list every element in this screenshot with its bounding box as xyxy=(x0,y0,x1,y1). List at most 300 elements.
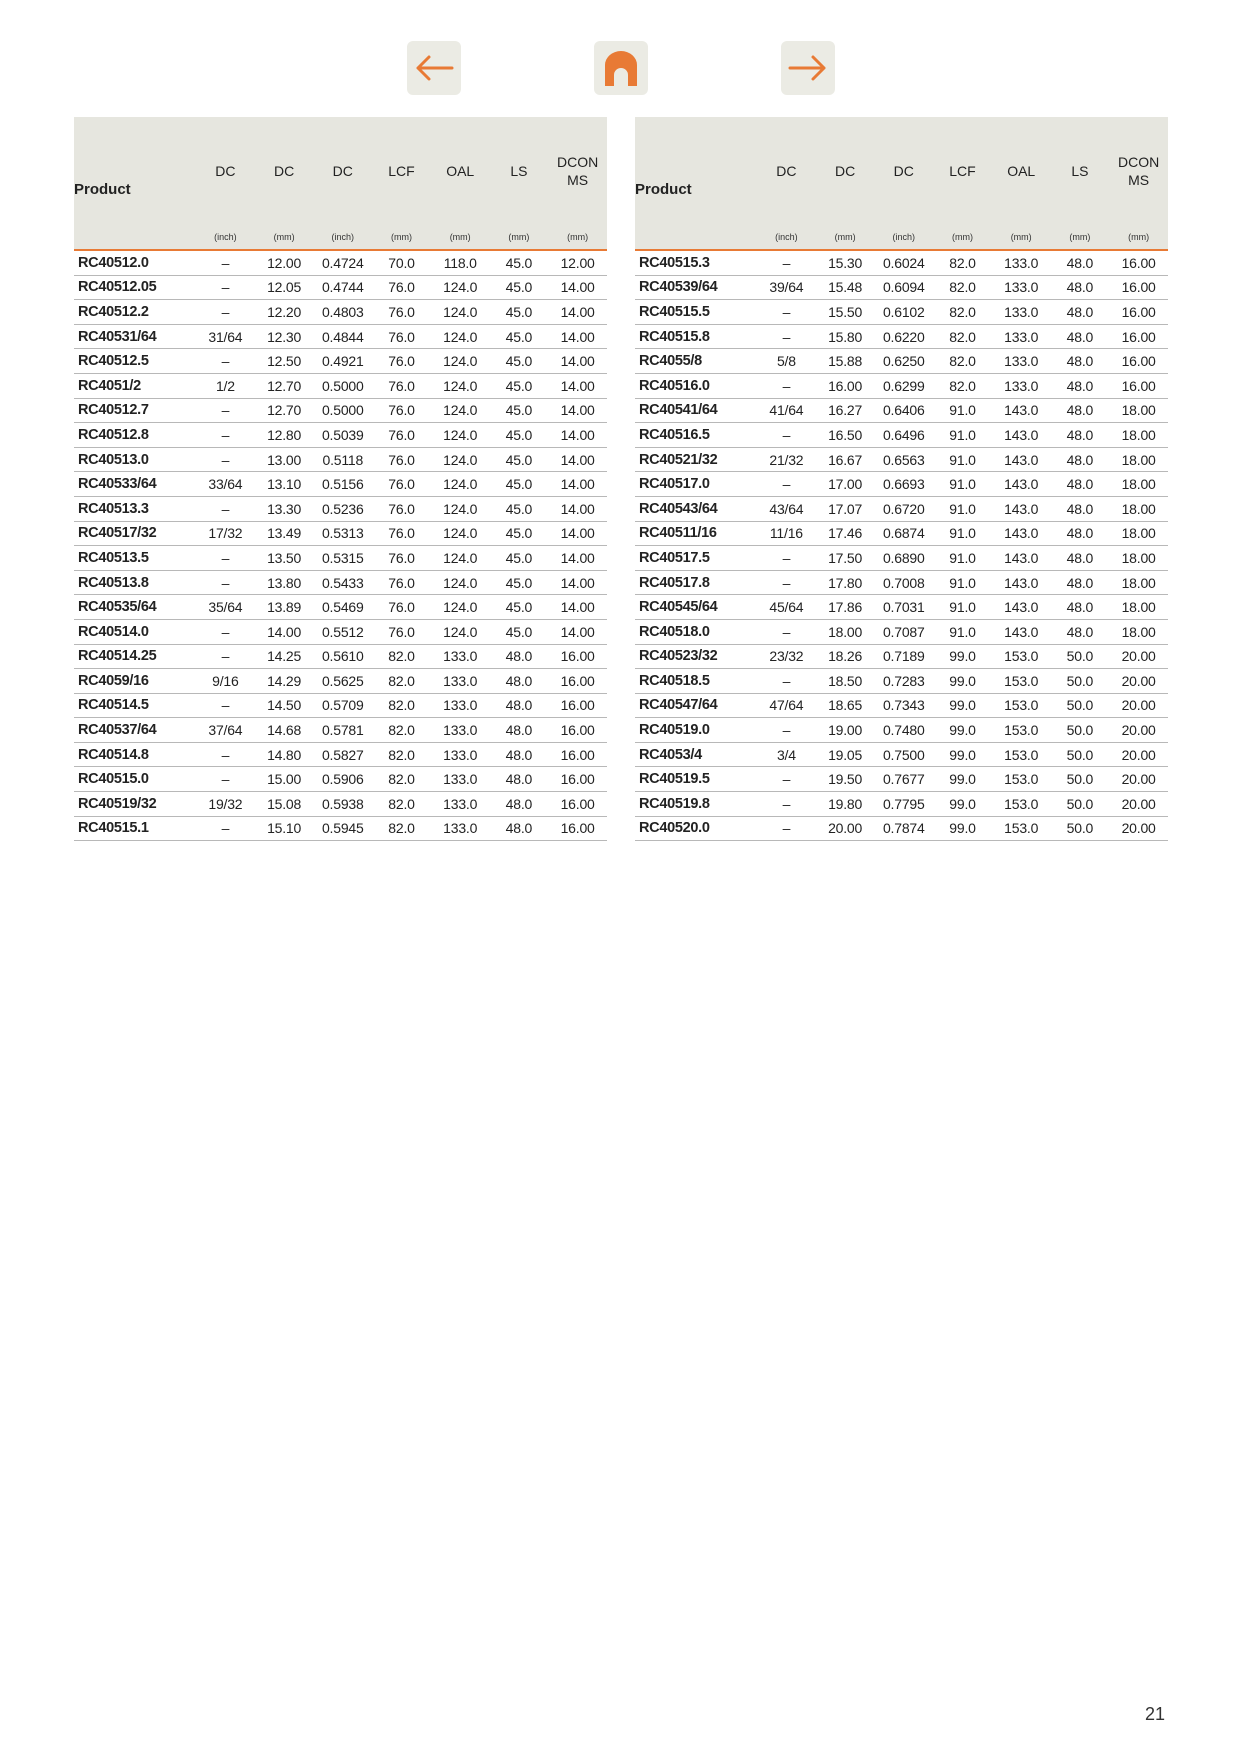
value-cell: 16.00 xyxy=(548,767,607,792)
value-cell: – xyxy=(757,423,816,448)
table-row xyxy=(635,373,1168,398)
value-cell: 0.7283 xyxy=(874,669,933,694)
value-cell: 133.0 xyxy=(992,250,1051,275)
value-cell: 14.00 xyxy=(548,570,607,595)
value-cell: 13.49 xyxy=(255,521,314,546)
table-row xyxy=(74,669,607,694)
value-cell: 0.7189 xyxy=(874,644,933,669)
home-button[interactable] xyxy=(594,41,648,95)
value-cell: 15.88 xyxy=(816,349,875,374)
value-cell: 133.0 xyxy=(431,742,490,767)
value-cell: 0.5512 xyxy=(313,619,372,644)
previous-page-button[interactable] xyxy=(407,41,461,95)
product-table-right xyxy=(635,117,1168,841)
table-row xyxy=(635,644,1168,669)
value-cell: 12.70 xyxy=(255,373,314,398)
value-cell: 82.0 xyxy=(372,816,431,841)
column-header: DC xyxy=(874,117,933,225)
product-code-cell: RC40539/64 xyxy=(635,275,757,300)
value-cell: – xyxy=(196,447,255,472)
value-cell: 16.00 xyxy=(1109,373,1168,398)
value-cell: 82.0 xyxy=(372,693,431,718)
table-row xyxy=(74,373,607,398)
value-cell: 14.00 xyxy=(548,300,607,325)
value-cell: 133.0 xyxy=(992,373,1051,398)
unit-label: (mm) xyxy=(548,225,607,250)
value-cell: 14.00 xyxy=(548,398,607,423)
value-cell: 0.4921 xyxy=(313,349,372,374)
unit-label: (mm) xyxy=(490,225,549,250)
value-cell: 47/64 xyxy=(757,693,816,718)
product-code-cell: RC40518.0 xyxy=(635,619,757,644)
value-cell: 12.30 xyxy=(255,324,314,349)
product-code-cell: RC40537/64 xyxy=(74,718,196,743)
value-cell: 0.7677 xyxy=(874,767,933,792)
value-cell: 0.5709 xyxy=(313,693,372,718)
table-row xyxy=(635,423,1168,448)
value-cell: 45.0 xyxy=(490,546,549,571)
table-row xyxy=(74,816,607,841)
value-cell: 82.0 xyxy=(372,742,431,767)
value-cell: 0.5433 xyxy=(313,570,372,595)
value-cell: 33/64 xyxy=(196,472,255,497)
value-cell: 18.65 xyxy=(816,693,875,718)
value-cell: 23/32 xyxy=(757,644,816,669)
value-cell: 0.5118 xyxy=(313,447,372,472)
value-cell: 0.5315 xyxy=(313,546,372,571)
value-cell: 43/64 xyxy=(757,496,816,521)
product-code-cell: RC40514.8 xyxy=(74,742,196,767)
value-cell: 17.07 xyxy=(816,496,875,521)
value-cell: 14.00 xyxy=(548,373,607,398)
product-code-cell: RC40517.8 xyxy=(635,570,757,595)
product-code-cell: RC40545/64 xyxy=(635,595,757,620)
product-code-cell: RC40519/32 xyxy=(74,792,196,817)
value-cell: 48.0 xyxy=(1051,496,1110,521)
unit-label: (mm) xyxy=(992,225,1051,250)
value-cell: 18.00 xyxy=(1109,595,1168,620)
value-cell: 15.80 xyxy=(816,324,875,349)
value-cell: – xyxy=(196,275,255,300)
value-cell: – xyxy=(757,570,816,595)
value-cell: 0.7874 xyxy=(874,816,933,841)
table-row xyxy=(635,447,1168,472)
table-row xyxy=(635,546,1168,571)
value-cell: 153.0 xyxy=(992,669,1051,694)
value-cell: 18.50 xyxy=(816,669,875,694)
value-cell: 16.00 xyxy=(1109,349,1168,374)
value-cell: – xyxy=(757,767,816,792)
value-cell: 18.00 xyxy=(1109,423,1168,448)
value-cell: 48.0 xyxy=(1051,250,1110,275)
product-code-cell: RC40531/64 xyxy=(74,324,196,349)
value-cell: 50.0 xyxy=(1051,669,1110,694)
product-code-cell: RC40547/64 xyxy=(635,693,757,718)
value-cell: 14.25 xyxy=(255,644,314,669)
value-cell: 99.0 xyxy=(933,669,992,694)
value-cell: 48.0 xyxy=(1051,349,1110,374)
value-cell: 50.0 xyxy=(1051,767,1110,792)
table-row xyxy=(74,398,607,423)
value-cell: 0.7343 xyxy=(874,693,933,718)
value-cell: 0.5236 xyxy=(313,496,372,521)
value-cell: 0.7480 xyxy=(874,718,933,743)
value-cell: 82.0 xyxy=(933,349,992,374)
product-code-cell: RC40515.0 xyxy=(74,767,196,792)
value-cell: 17.46 xyxy=(816,521,875,546)
value-cell: 18.00 xyxy=(1109,521,1168,546)
table-row xyxy=(74,349,607,374)
table-row xyxy=(74,423,607,448)
value-cell: – xyxy=(757,250,816,275)
table-row xyxy=(635,693,1168,718)
value-cell: – xyxy=(196,250,255,275)
unit-label xyxy=(74,225,196,250)
value-cell: 48.0 xyxy=(1051,324,1110,349)
table-row xyxy=(635,496,1168,521)
value-cell: 0.6563 xyxy=(874,447,933,472)
value-cell: 50.0 xyxy=(1051,792,1110,817)
value-cell: 0.6874 xyxy=(874,521,933,546)
value-cell: 45/64 xyxy=(757,595,816,620)
value-cell: 48.0 xyxy=(490,792,549,817)
value-cell: 18.00 xyxy=(1109,398,1168,423)
value-cell: – xyxy=(196,644,255,669)
product-code-cell: RC40518.5 xyxy=(635,669,757,694)
value-cell: 16.00 xyxy=(548,644,607,669)
product-code-cell: RC40511/16 xyxy=(635,521,757,546)
value-cell: 45.0 xyxy=(490,275,549,300)
product-table-left xyxy=(74,117,607,841)
value-cell: 17.86 xyxy=(816,595,875,620)
product-code-cell: RC40517.5 xyxy=(635,546,757,571)
unit-label: (mm) xyxy=(431,225,490,250)
value-cell: 9/16 xyxy=(196,669,255,694)
value-cell: 15.48 xyxy=(816,275,875,300)
value-cell: 50.0 xyxy=(1051,742,1110,767)
value-cell: 0.4803 xyxy=(313,300,372,325)
value-cell: 48.0 xyxy=(1051,619,1110,644)
product-code-cell: RC40533/64 xyxy=(74,472,196,497)
value-cell: 133.0 xyxy=(431,792,490,817)
column-header: OAL xyxy=(992,117,1051,225)
value-cell: 0.4844 xyxy=(313,324,372,349)
table-row xyxy=(635,398,1168,423)
table-header-row xyxy=(74,117,607,225)
unit-label: (inch) xyxy=(874,225,933,250)
product-code-cell: RC40535/64 xyxy=(74,595,196,620)
value-cell: 76.0 xyxy=(372,619,431,644)
value-cell: 76.0 xyxy=(372,546,431,571)
value-cell: 82.0 xyxy=(372,792,431,817)
product-code-cell: RC4055/8 xyxy=(635,349,757,374)
value-cell: 18.00 xyxy=(1109,447,1168,472)
product-code-cell: RC4053/4 xyxy=(635,742,757,767)
value-cell: 20.00 xyxy=(816,816,875,841)
value-cell: 82.0 xyxy=(933,275,992,300)
value-cell: 133.0 xyxy=(431,693,490,718)
value-cell: 16.00 xyxy=(1109,300,1168,325)
table-row xyxy=(635,619,1168,644)
value-cell: 50.0 xyxy=(1051,644,1110,669)
table-row xyxy=(74,496,607,521)
table-unit-row xyxy=(74,225,607,250)
value-cell: 48.0 xyxy=(490,767,549,792)
value-cell: – xyxy=(196,742,255,767)
column-header: DC xyxy=(313,117,372,225)
value-cell: – xyxy=(757,472,816,497)
table-row xyxy=(74,250,607,275)
value-cell: 35/64 xyxy=(196,595,255,620)
value-cell: 48.0 xyxy=(1051,546,1110,571)
value-cell: 133.0 xyxy=(431,669,490,694)
column-header: OAL xyxy=(431,117,490,225)
product-code-cell: RC40519.0 xyxy=(635,718,757,743)
table-row xyxy=(74,275,607,300)
value-cell: 18.00 xyxy=(1109,546,1168,571)
table-row xyxy=(635,472,1168,497)
table-row xyxy=(635,275,1168,300)
value-cell: 76.0 xyxy=(372,521,431,546)
value-cell: 18.00 xyxy=(1109,570,1168,595)
table-row xyxy=(635,742,1168,767)
table-row xyxy=(635,324,1168,349)
value-cell: – xyxy=(196,349,255,374)
value-cell: 76.0 xyxy=(372,423,431,448)
value-cell: 48.0 xyxy=(1051,398,1110,423)
value-cell: 16.00 xyxy=(548,742,607,767)
table-row xyxy=(74,644,607,669)
value-cell: 3/4 xyxy=(757,742,816,767)
value-cell: 14.00 xyxy=(548,423,607,448)
value-cell: 0.6220 xyxy=(874,324,933,349)
value-cell: 45.0 xyxy=(490,300,549,325)
unit-label: (inch) xyxy=(313,225,372,250)
value-cell: 153.0 xyxy=(992,742,1051,767)
table-row xyxy=(74,521,607,546)
value-cell: 45.0 xyxy=(490,521,549,546)
value-cell: 16.00 xyxy=(1109,275,1168,300)
table-row xyxy=(74,693,607,718)
product-code-cell: RC40515.8 xyxy=(635,324,757,349)
table-row xyxy=(635,816,1168,841)
value-cell: 15.50 xyxy=(816,300,875,325)
value-cell: – xyxy=(196,546,255,571)
value-cell: 48.0 xyxy=(1051,373,1110,398)
value-cell: 0.7087 xyxy=(874,619,933,644)
value-cell: 45.0 xyxy=(490,472,549,497)
value-cell: 124.0 xyxy=(431,472,490,497)
value-cell: 82.0 xyxy=(372,644,431,669)
product-code-cell: RC40512.2 xyxy=(74,300,196,325)
value-cell: 124.0 xyxy=(431,423,490,448)
value-cell: 0.7500 xyxy=(874,742,933,767)
table-row xyxy=(74,546,607,571)
value-cell: 91.0 xyxy=(933,570,992,595)
product-code-cell: RC40543/64 xyxy=(635,496,757,521)
value-cell: 124.0 xyxy=(431,546,490,571)
value-cell: 31/64 xyxy=(196,324,255,349)
value-cell: 39/64 xyxy=(757,275,816,300)
column-header-product: Product xyxy=(635,117,757,225)
value-cell: 124.0 xyxy=(431,349,490,374)
value-cell: 124.0 xyxy=(431,447,490,472)
value-cell: 143.0 xyxy=(992,595,1051,620)
value-cell: 16.27 xyxy=(816,398,875,423)
arrow-left-icon xyxy=(414,54,454,82)
value-cell: 12.80 xyxy=(255,423,314,448)
unit-label: (mm) xyxy=(255,225,314,250)
value-cell: 133.0 xyxy=(992,300,1051,325)
value-cell: 14.00 xyxy=(548,619,607,644)
value-cell: 0.5000 xyxy=(313,398,372,423)
value-cell: 0.6250 xyxy=(874,349,933,374)
column-header: LCF xyxy=(372,117,431,225)
product-code-cell: RC40515.1 xyxy=(74,816,196,841)
value-cell: 20.00 xyxy=(1109,669,1168,694)
value-cell: 45.0 xyxy=(490,373,549,398)
value-cell: 48.0 xyxy=(490,644,549,669)
column-header: DC xyxy=(757,117,816,225)
value-cell: 18.00 xyxy=(1109,496,1168,521)
value-cell: 13.50 xyxy=(255,546,314,571)
table-row xyxy=(635,595,1168,620)
value-cell: 99.0 xyxy=(933,816,992,841)
value-cell: 124.0 xyxy=(431,373,490,398)
value-cell: 18.00 xyxy=(1109,472,1168,497)
value-cell: 76.0 xyxy=(372,398,431,423)
table-row xyxy=(74,718,607,743)
value-cell: 0.5610 xyxy=(313,644,372,669)
value-cell: 0.6496 xyxy=(874,423,933,448)
value-cell: – xyxy=(757,669,816,694)
table-row xyxy=(74,595,607,620)
column-header: DCON MS xyxy=(1109,117,1168,225)
value-cell: – xyxy=(196,570,255,595)
value-cell: 19.00 xyxy=(816,718,875,743)
value-cell: 82.0 xyxy=(372,669,431,694)
value-cell: 19.05 xyxy=(816,742,875,767)
value-cell: 82.0 xyxy=(372,767,431,792)
value-cell: 14.00 xyxy=(255,619,314,644)
value-cell: – xyxy=(196,693,255,718)
table-row xyxy=(74,570,607,595)
product-code-cell: RC40517.0 xyxy=(635,472,757,497)
table-row xyxy=(74,472,607,497)
value-cell: 0.6102 xyxy=(874,300,933,325)
value-cell: 20.00 xyxy=(1109,693,1168,718)
table-row xyxy=(74,324,607,349)
table-row xyxy=(74,447,607,472)
product-code-cell: RC40519.5 xyxy=(635,767,757,792)
value-cell: – xyxy=(757,300,816,325)
value-cell: 16.00 xyxy=(1109,250,1168,275)
table-row xyxy=(635,300,1168,325)
value-cell: 12.00 xyxy=(548,250,607,275)
column-header: DCON MS xyxy=(548,117,607,225)
value-cell: 14.00 xyxy=(548,275,607,300)
value-cell: – xyxy=(757,324,816,349)
value-cell: 19.80 xyxy=(816,792,875,817)
value-cell: 143.0 xyxy=(992,398,1051,423)
value-cell: 48.0 xyxy=(1051,595,1110,620)
value-cell: 82.0 xyxy=(933,373,992,398)
value-cell: 11/16 xyxy=(757,521,816,546)
unit-label: (mm) xyxy=(1109,225,1168,250)
value-cell: 143.0 xyxy=(992,570,1051,595)
table-header-row xyxy=(635,117,1168,225)
table-body xyxy=(74,250,607,841)
value-cell: 48.0 xyxy=(490,816,549,841)
value-cell: 99.0 xyxy=(933,693,992,718)
value-cell: 99.0 xyxy=(933,792,992,817)
value-cell: – xyxy=(757,718,816,743)
value-cell: 18.00 xyxy=(816,619,875,644)
value-cell: 12.20 xyxy=(255,300,314,325)
value-cell: 124.0 xyxy=(431,300,490,325)
value-cell: 18.26 xyxy=(816,644,875,669)
product-code-cell: RC40520.0 xyxy=(635,816,757,841)
value-cell: 0.5827 xyxy=(313,742,372,767)
value-cell: 50.0 xyxy=(1051,693,1110,718)
value-cell: 20.00 xyxy=(1109,816,1168,841)
value-cell: 143.0 xyxy=(992,521,1051,546)
next-page-button[interactable] xyxy=(781,41,835,95)
value-cell: 133.0 xyxy=(431,816,490,841)
value-cell: 13.10 xyxy=(255,472,314,497)
value-cell: 48.0 xyxy=(1051,447,1110,472)
value-cell: 45.0 xyxy=(490,324,549,349)
value-cell: 76.0 xyxy=(372,570,431,595)
value-cell: 124.0 xyxy=(431,570,490,595)
product-code-cell: RC40513.0 xyxy=(74,447,196,472)
value-cell: 17.80 xyxy=(816,570,875,595)
home-icon xyxy=(601,49,641,87)
value-cell: – xyxy=(757,619,816,644)
value-cell: 14.00 xyxy=(548,595,607,620)
product-code-cell: RC40515.5 xyxy=(635,300,757,325)
value-cell: 14.50 xyxy=(255,693,314,718)
table-unit-row xyxy=(635,225,1168,250)
value-cell: 124.0 xyxy=(431,496,490,521)
value-cell: 12.05 xyxy=(255,275,314,300)
value-cell: 50.0 xyxy=(1051,718,1110,743)
value-cell: 99.0 xyxy=(933,742,992,767)
value-cell: 76.0 xyxy=(372,496,431,521)
value-cell: 143.0 xyxy=(992,619,1051,644)
product-code-cell: RC4051/2 xyxy=(74,373,196,398)
value-cell: 91.0 xyxy=(933,398,992,423)
value-cell: 133.0 xyxy=(431,718,490,743)
value-cell: 0.7031 xyxy=(874,595,933,620)
value-cell: 0.4724 xyxy=(313,250,372,275)
value-cell: 153.0 xyxy=(992,644,1051,669)
table-row xyxy=(74,767,607,792)
value-cell: 0.6720 xyxy=(874,496,933,521)
value-cell: 0.4744 xyxy=(313,275,372,300)
value-cell: 0.6890 xyxy=(874,546,933,571)
value-cell: 143.0 xyxy=(992,447,1051,472)
value-cell: 13.30 xyxy=(255,496,314,521)
value-cell: 91.0 xyxy=(933,472,992,497)
value-cell: 99.0 xyxy=(933,767,992,792)
value-cell: 91.0 xyxy=(933,546,992,571)
product-code-cell: RC40513.8 xyxy=(74,570,196,595)
value-cell: – xyxy=(196,398,255,423)
value-cell: 91.0 xyxy=(933,521,992,546)
value-cell: 5/8 xyxy=(757,349,816,374)
value-cell: 16.00 xyxy=(548,816,607,841)
